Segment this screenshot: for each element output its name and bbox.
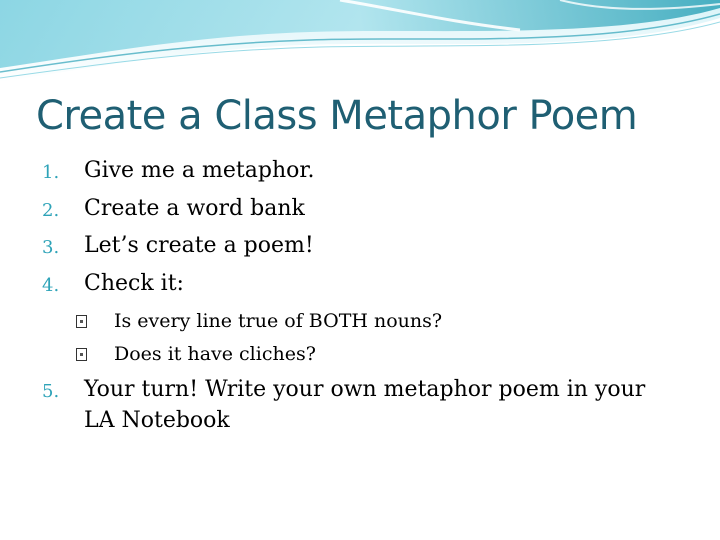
slide-title: Create a Class Metaphor Poem — [36, 93, 638, 139]
list-number: 2. — [42, 200, 60, 221]
square-bullet-icon — [76, 348, 87, 361]
list-text: Check it: — [84, 271, 184, 296]
list-text: Let’s create a poem! — [84, 233, 314, 258]
list-text-continued: LA Notebook — [84, 408, 230, 433]
list-number: 1. — [42, 162, 60, 183]
decorative-wave-header — [0, 0, 720, 95]
list-text: Your turn! Write your own metaphor poem in your — [84, 377, 646, 402]
square-bullet-icon — [76, 315, 87, 328]
list-number: 5. — [42, 381, 60, 402]
list-text: Create a word bank — [84, 196, 305, 221]
list-text: Give me a metaphor. — [84, 158, 315, 183]
list-number: 3. — [42, 237, 60, 258]
list-number: 4. — [42, 275, 60, 296]
sub-bullet-text: Does it have cliches? — [114, 343, 316, 365]
sub-bullet-text: Is every line true of BOTH nouns? — [114, 310, 443, 332]
